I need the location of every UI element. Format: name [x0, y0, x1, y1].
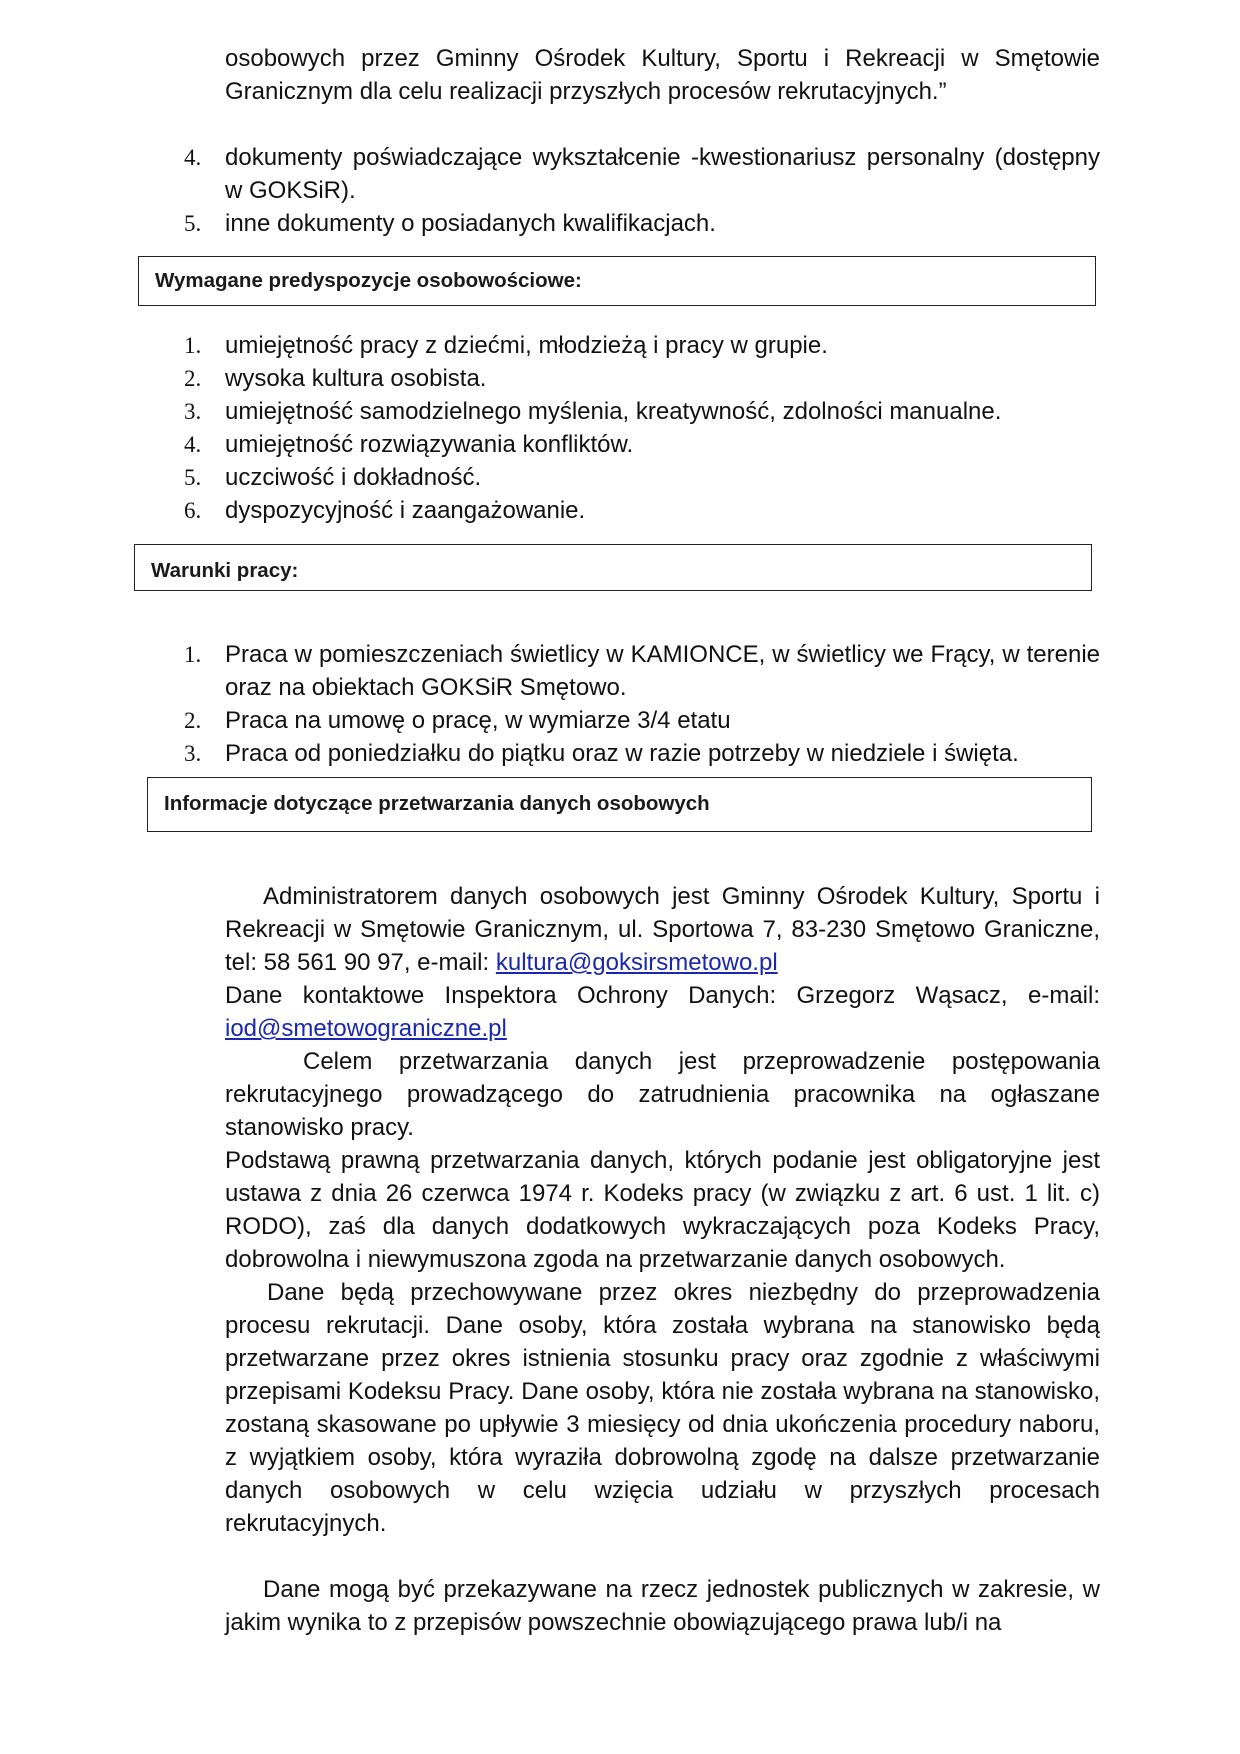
list-number: 3. — [184, 399, 202, 424]
purpose-paragraph — [225, 1045, 1100, 1144]
iod-paragraph — [225, 979, 1100, 1045]
list-text: wysoka kultura osobista. — [225, 365, 487, 392]
documents-list — [184, 141, 1100, 240]
transfer-text: Dane mogą być przekazywane na rzecz jednostek publicznych w zakresie, w jakim wynika to z przepisów powszechnie obowiązującego prawa lub/i na — [225, 1576, 1100, 1636]
administrator-paragraph — [225, 880, 1100, 979]
list-number: 5. — [184, 211, 202, 236]
iod-text: Dane kontaktowe Inspektora Ochrony Danych: Grzegorz Wąsacz, e-mail: — [225, 982, 1100, 1009]
list-text: umiejętność samodzielnego myślenia, kreatywność, zdolności manualne. — [225, 398, 1002, 425]
section-heading-conditions — [134, 544, 1092, 591]
list-item — [184, 329, 1100, 362]
intro-paragraph — [225, 42, 1100, 108]
list-number: 5. — [184, 465, 202, 490]
transfer-paragraph — [225, 1573, 1100, 1639]
personality-list — [184, 329, 1100, 527]
administrator-email-link[interactable]: kultura@goksirsmetowo.pl — [495, 949, 778, 976]
list-number: 6. — [184, 498, 202, 523]
list-text: Praca w pomieszczeniach świetlicy w KAMIONCE, w świetlicy we Frący, w terenie oraz na obiektach GOKSiR Smętowo. — [225, 641, 1100, 701]
list-text: inne dokumenty o posiadanych kwalifikacjach. — [225, 210, 716, 237]
list-text: umiejętność rozwiązywania konfliktów. — [225, 431, 634, 458]
iod-email-link[interactable]: iod@smetowograniczne.pl — [225, 1015, 507, 1042]
conditions-list — [184, 638, 1100, 770]
list-text: dokumenty poświadczające wykształcenie -kwestionariusz personalny (dostępny w GOKSiR). — [225, 144, 1100, 204]
purpose-text: Celem przetwarzania danych jest przeprowadzenie postępowania rekrutacyjnego prowadzącego do zatrudnienia pracownika na ogłaszane stanowisko pracy. — [225, 1048, 1100, 1141]
list-item — [184, 428, 1100, 461]
retention-paragraph — [225, 1276, 1100, 1540]
list-item — [184, 207, 1100, 240]
legal-basis-paragraph: Podstawą prawną przetwarzania danych, których podanie jest obligatoryjne jest ustawa z dnia 26 czerwca 1974 r. Kodeks pracy (w związku z art. 6 ust. 1 lit. c) RODO), zaś dla danych dodatkowych wykraczających poza Kodeks Pracy, dobrowolna i niewymuszona zgoda na przetwarzanie danych osobowych. — [225, 1147, 1100, 1273]
list-text: Praca na umowę o pracę, w wymiarze 3/4 etatu — [225, 707, 731, 734]
list-text: dyspozycyjność i zaangażowanie. — [225, 497, 586, 524]
section-heading-personality — [138, 256, 1096, 306]
list-item — [184, 704, 1100, 737]
list-number: 1. — [184, 642, 202, 667]
list-number: 4. — [184, 145, 202, 170]
section-title: Informacje dotyczące przetwarzania danych osobowych — [164, 792, 710, 815]
list-number: 4. — [184, 432, 202, 457]
list-item — [184, 141, 1100, 207]
list-number: 2. — [184, 708, 202, 733]
list-text: uczciwość i dokładność. — [225, 464, 482, 491]
list-item — [184, 362, 1100, 395]
data-processing-body — [225, 880, 1100, 1639]
list-item — [184, 638, 1100, 704]
intro-line-2: Granicznym dla celu realizacji przyszłych procesów rekrutacyjnych.” — [225, 78, 947, 105]
section-title: Warunki pracy: — [151, 559, 299, 582]
list-number: 2. — [184, 366, 202, 391]
list-item — [184, 461, 1100, 494]
section-heading-data-processing — [147, 777, 1092, 832]
list-text: Praca od poniedziałku do piątku oraz w razie potrzeby w niedziele i święta. — [225, 740, 1019, 767]
list-number: 3. — [184, 741, 202, 766]
administrator-text: Administratorem danych osobowych jest Gminny Ośrodek Kultury, Sportu i Rekreacji w Smętowie Granicznym, ul. Sportowa 7, 83-230 Smętowo Graniczne, tel: 58 561 90 97, e-mail: — [225, 883, 1100, 976]
list-number: 1. — [184, 333, 202, 358]
list-text: umiejętność pracy z dziećmi, młodzieżą i pracy w grupie. — [225, 332, 828, 359]
list-item — [184, 395, 1100, 428]
retention-text: Dane będą przechowywane przez okres niezbędny do przeprowadzenia procesu rekrutacji. Dane osoby, która została wybrana na stanowisko będą przetwarzane przez okres istnienia stosunku pracy oraz zgodnie z właściwymi przepisami Kodeksu Pracy. Dane osoby, która nie została wybrana na stanowisko, zostaną skasowane po upływie 3 miesięcy od dnia ukończenia procedury naboru, z wyjątkiem osoby, która wyraziła dobrowolną zgodę na dalsze przetwarzanie danych osobowych w celu wzięcia udziału w przyszłych procesach rekrutacyjnych. — [225, 1279, 1100, 1537]
intro-line-1: osobowych przez Gminny Ośrodek Kultury, Sportu i Rekreacji w Smętowie — [225, 45, 1100, 72]
list-item — [184, 737, 1100, 770]
section-title: Wymagane predyspozycje osobowościowe: — [155, 269, 582, 292]
list-item — [184, 494, 1100, 527]
